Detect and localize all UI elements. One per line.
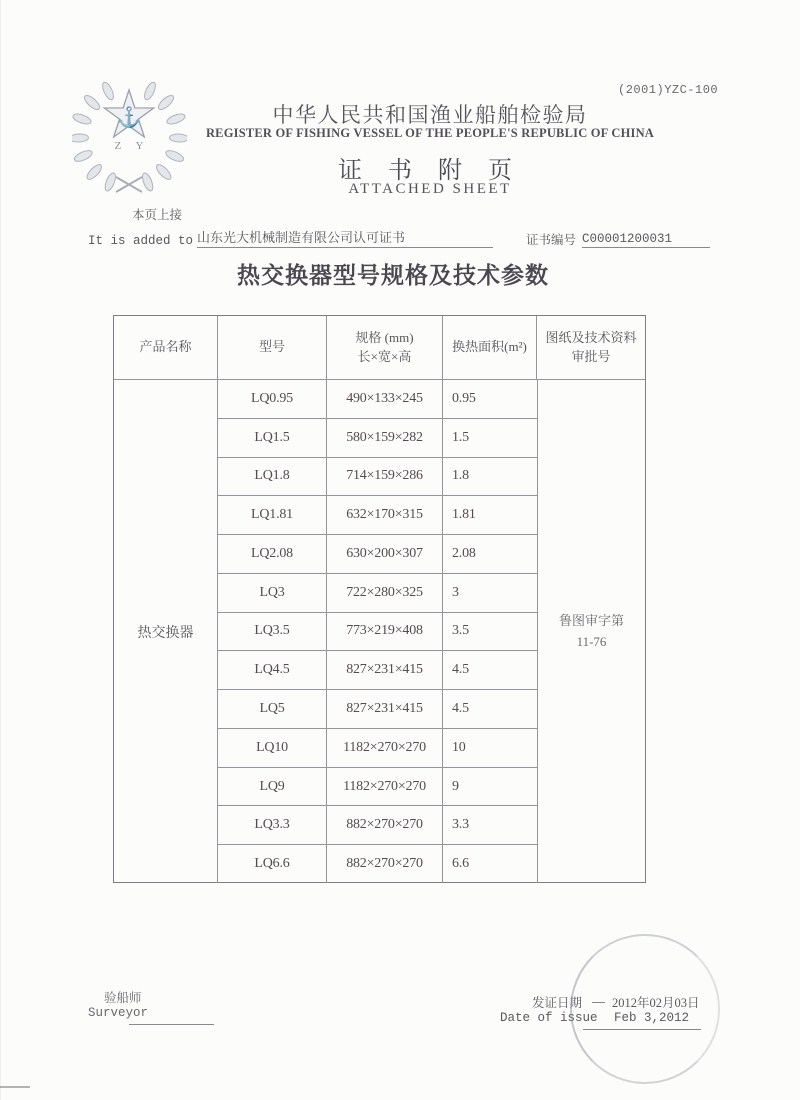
cell-spec: 630×200×307 bbox=[327, 535, 443, 573]
product-name-cell: 热交换器 bbox=[114, 380, 218, 883]
table-row bbox=[218, 690, 537, 729]
spec-table-header bbox=[114, 316, 645, 380]
issue-label-en: Date of issue bbox=[500, 1011, 598, 1025]
added-to-value: 山东光大机械制造有限公司认可证书 bbox=[197, 227, 493, 248]
cell-model: LQ4.5 bbox=[218, 651, 327, 689]
cell-spec: 882×270×270 bbox=[327, 845, 443, 883]
header-product-label: 产品名称 bbox=[139, 339, 192, 355]
issue-date-cn: 2012年02月03日 bbox=[612, 996, 700, 1010]
header-model bbox=[218, 316, 327, 379]
header-approval-line2: 审批号 bbox=[571, 348, 611, 364]
issue-label-cn: 发证日期 bbox=[532, 996, 583, 1010]
cell-spec: 882×270×270 bbox=[327, 806, 443, 844]
added-to-label: It is added to bbox=[88, 234, 194, 248]
anchor-icon: ⚓ bbox=[116, 107, 142, 129]
cell-spec: 1182×270×270 bbox=[327, 768, 443, 806]
cert-no-value: C00001200031 bbox=[582, 232, 710, 248]
surveyor-signature-line bbox=[129, 1024, 214, 1025]
cell-spec: 580×159×282 bbox=[327, 419, 443, 457]
cell-area: 1.8 bbox=[452, 468, 469, 484]
table-row bbox=[218, 535, 537, 574]
table-row bbox=[218, 768, 537, 807]
table-row bbox=[218, 845, 537, 883]
page-continues-label: 本页上接 bbox=[132, 208, 183, 222]
cell-area: 3 bbox=[452, 584, 459, 600]
table-row bbox=[218, 380, 537, 419]
cell-area: 3.3 bbox=[452, 817, 469, 833]
cell-area: 3.5 bbox=[452, 623, 469, 639]
table-row bbox=[218, 613, 537, 652]
cell-model: LQ0.95 bbox=[218, 380, 327, 418]
cell-spec: 490×133×245 bbox=[327, 380, 443, 418]
header-approval-line1: 图纸及技术资料 bbox=[545, 329, 637, 345]
approval-no-line2: 11-76 bbox=[576, 633, 607, 649]
cell-area: 1.81 bbox=[452, 507, 476, 523]
spec-table-body bbox=[114, 380, 645, 883]
surveyor-label-en: Surveyor bbox=[88, 1006, 149, 1020]
table-row bbox=[218, 806, 537, 845]
cell-spec: 827×231×415 bbox=[327, 690, 443, 728]
header-model-label: 型号 bbox=[258, 339, 285, 355]
authority-name-cn: 中华人民共和国渔业船舶检验局 bbox=[272, 103, 588, 127]
cell-model: LQ1.81 bbox=[218, 496, 327, 534]
table-row bbox=[218, 458, 537, 497]
header-approval bbox=[537, 316, 645, 379]
cell-model: LQ3.3 bbox=[218, 806, 327, 844]
emblem-letters: Z Y bbox=[114, 140, 150, 152]
cell-model: LQ3 bbox=[218, 574, 327, 612]
cell-model: LQ10 bbox=[218, 729, 327, 767]
surveyor-label-cn: 验船师 bbox=[104, 991, 142, 1005]
header-area-label: 换热面积(m²) bbox=[452, 339, 527, 355]
header-area bbox=[443, 316, 537, 379]
approval-no-line1: 鲁图审字第 bbox=[558, 613, 624, 629]
cell-area: 0.95 bbox=[452, 390, 476, 406]
cell-spec: 632×170×315 bbox=[327, 496, 443, 534]
form-code: (2001)YZC-100 bbox=[618, 83, 719, 97]
cell-model: LQ2.08 bbox=[218, 535, 327, 573]
cell-model: LQ6.6 bbox=[218, 845, 327, 883]
cell-model: LQ1.8 bbox=[218, 458, 327, 496]
cell-spec: 773×219×408 bbox=[327, 613, 443, 651]
faint-round-stamp bbox=[570, 934, 720, 1084]
cell-area: 2.08 bbox=[452, 545, 476, 561]
table-row bbox=[218, 574, 537, 613]
table-row bbox=[218, 651, 537, 690]
doc-title-cn: 证 书 附 页 bbox=[338, 158, 522, 184]
scan-artifact-bottom-left bbox=[0, 1086, 30, 1088]
cell-area: 4.5 bbox=[452, 701, 469, 716]
spec-rows bbox=[218, 380, 537, 883]
added-to-line bbox=[88, 227, 748, 248]
header-product bbox=[114, 316, 218, 379]
cell-model: LQ3.5 bbox=[218, 613, 327, 651]
cert-no-label: 证书编号 bbox=[526, 233, 577, 247]
cell-area: 4.5 bbox=[452, 662, 469, 678]
table-row bbox=[218, 729, 537, 768]
table-row bbox=[218, 419, 537, 458]
header-spec bbox=[327, 316, 443, 379]
authority-name-en: REGISTER OF FISHING VESSEL OF THE PEOPLE'S REPUBLIC OF CHINA bbox=[205, 126, 655, 140]
cell-model: LQ1.5 bbox=[218, 419, 327, 457]
header-spec-line1: 规格 (mm) bbox=[355, 329, 414, 345]
approval-no-cell bbox=[537, 380, 645, 883]
cell-model: LQ5 bbox=[218, 690, 327, 728]
cell-spec: 722×280×325 bbox=[327, 574, 443, 612]
cell-spec: 1182×270×270 bbox=[327, 729, 443, 767]
cell-area: 1.5 bbox=[452, 429, 469, 445]
cell-model: LQ9 bbox=[218, 768, 327, 806]
cell-area: 9 bbox=[452, 778, 459, 794]
table-row bbox=[218, 496, 537, 535]
cell-area: 6.6 bbox=[452, 856, 469, 872]
cell-spec: 827×231×415 bbox=[327, 651, 443, 689]
cell-spec: 714×159×286 bbox=[327, 458, 443, 496]
scan-artifact-left-edge bbox=[0, 0, 1, 1100]
spec-table bbox=[113, 315, 646, 883]
cell-area: 10 bbox=[452, 739, 466, 755]
doc-title-en: ATTACHED SHEET bbox=[348, 181, 512, 197]
issue-date-en: Feb 3,2012 bbox=[614, 1011, 690, 1025]
section-title: 热交换器型号规格及技术参数 bbox=[237, 263, 549, 288]
header-spec-line2: 长×宽×高 bbox=[357, 348, 412, 364]
